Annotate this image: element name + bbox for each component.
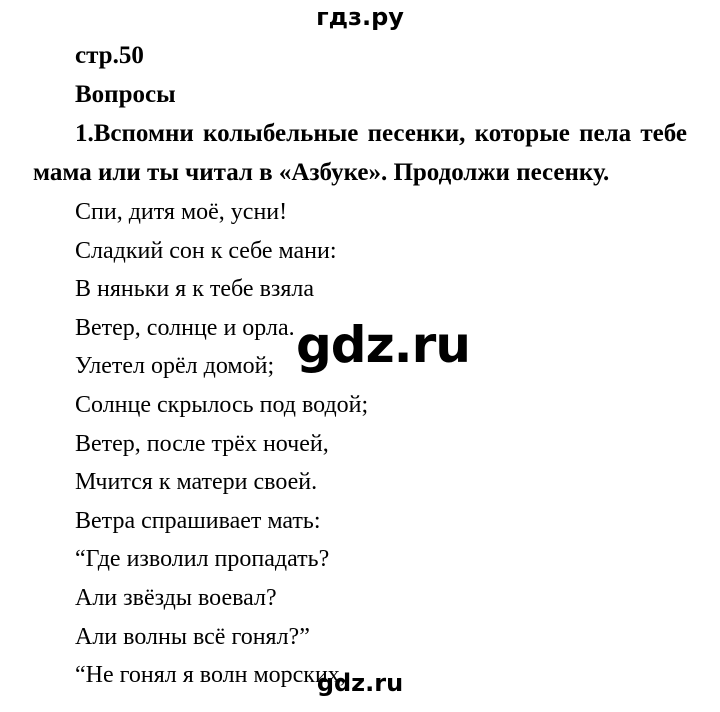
poem-line: Спи, дитя моё, усни! [75,199,288,225]
poem-line: Али звёзды воевал? [75,584,277,611]
question-line-2: мама или ты читал в «Азбуке». Продолжи песенку. [33,159,610,186]
poem-line: Солнце скрылось под водой; [75,391,369,418]
poem-line: В няньки я к тебе взяла [75,276,315,303]
page-number: стр.50 [75,42,144,69]
poem-line: Сладкий сон к себе мани: [75,237,337,264]
poem [75,193,368,695]
question-line-1: 1.Вспомни колыбельные песенки, которые пела тебе [75,120,687,147]
poem-line: Мчится к матери своей. [75,469,318,496]
poem-line: Ветер, солнце и орла. [75,314,295,341]
poem-line: Али волны всё гонял?” [75,623,310,650]
section-heading: Вопросы [75,81,176,108]
poem-line: Ветра спрашивает мать: [75,507,321,534]
watermark-bottom: gdz.ru [316,669,404,697]
watermark-center: gdz.ru [296,316,470,374]
watermark-top: гдз.ру [316,3,404,31]
poem-line: “Не гонял я волн морских, [75,662,346,689]
poem-line: Улетел орёл домой; [75,353,275,380]
poem-line: “Где изволил пропадать? [75,546,330,573]
poem-line: Ветер, после трёх ночей, [75,430,329,457]
